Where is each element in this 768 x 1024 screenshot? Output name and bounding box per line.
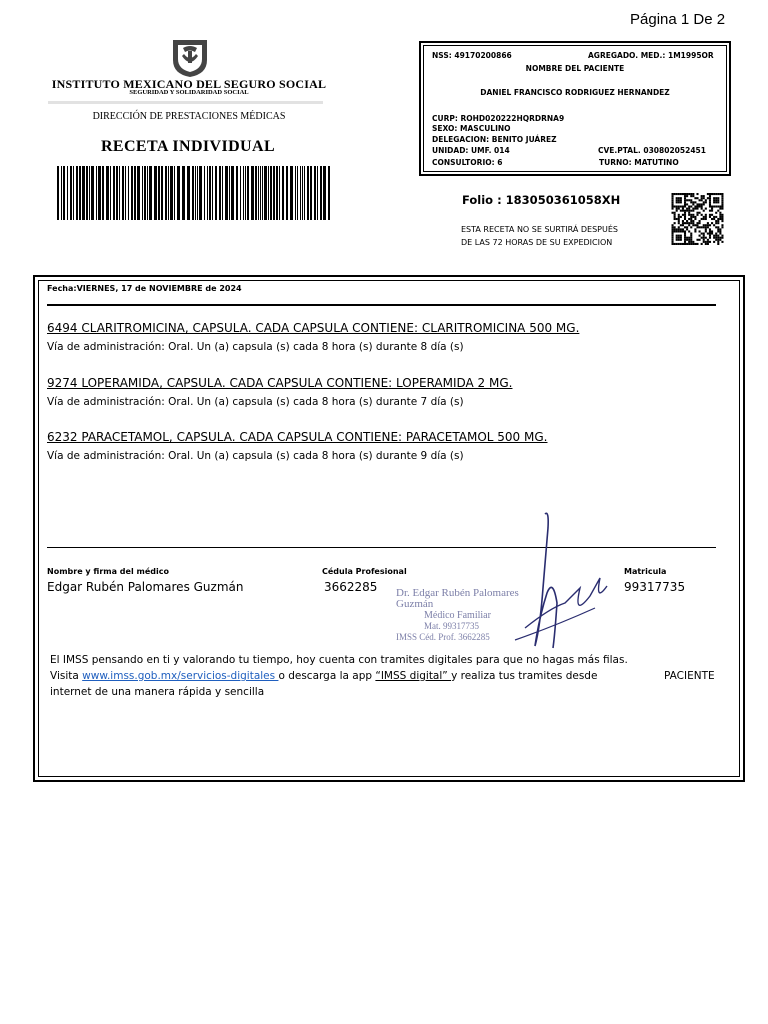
delegacion-field: DELEGACION: BENITO JUÁREZ [432,135,557,144]
folio: Folio : 183050361058XH [462,193,621,207]
info-tramites-text: y realiza tus tramites desde [451,670,598,682]
turno-field: TURNO: MATUTINO [599,158,679,167]
curp-field: CURP: ROHD020222HQRDRNA9 [432,114,565,123]
medication-directions: Vía de administración: Oral. Un (a) capsula (s) cada 8 hora (s) durante 7 día (s) [47,396,464,408]
doctor-signature [495,508,615,658]
info-download-text: o descarga la app [278,670,376,682]
doctor-name: Edgar Rubén Palomares Guzmán [47,580,244,594]
doctor-name-label: Nombre y firma del médico [47,567,169,576]
patient-name-label: NOMBRE DEL PACIENTE [525,64,625,73]
stamp-line4: IMSS Céd. Prof. 3662285 [396,632,490,642]
info-line2 [50,670,597,682]
cedula-value: 3662285 [324,580,378,594]
digital-services-link[interactable]: www.imss.gob.mx/servicios-digitales [82,670,279,682]
page-indicator: Página 1 De 2 [630,11,726,28]
header-divider [48,101,323,104]
consultorio-field: CONSULTORIO: 6 [432,158,503,167]
medication-name: 9274 LOPERAMIDA, CAPSULA. CADA CAPSULA CONTIENE: LOPERAMIDA 2 MG. [47,376,513,390]
imss-digital-app-name: “IMSS digital” [375,670,452,682]
institution-name: INSTITUTO MEXICANO DEL SEGURO SOCIAL [51,77,327,91]
expiry-notice [461,223,661,249]
agregado-field: AGREGADO. MED.: 1M1995OR [588,51,714,60]
copy-label: PACIENTE [664,670,715,682]
sexo-field: SEXO: MASCULINO [432,124,511,133]
stamp-line3: Mat. 99317735 [424,621,479,631]
institution-tagline: SEGURIDAD Y SOLIDARIDAD SOCIAL [129,89,249,96]
qr-code [671,193,724,245]
expiry-notice-line1: ESTA RECETA NO SE SURTIRÁ DESPUÉS [461,225,618,234]
unidad-field: UNIDAD: UMF. 014 [432,146,510,155]
date-divider [47,304,716,306]
barcode [57,166,333,220]
patient-info-box [419,41,731,176]
direction-label: DIRECCIÓN DE PRESTACIONES MÉDICAS [92,111,286,122]
cve-ptal-field: CVE.PTAL. 030802052451 [598,146,706,155]
info-line3: internet de una manera rápida y sencilla [50,686,265,698]
imss-logo [169,38,211,78]
matricula-value: 99317735 [624,580,686,594]
page-title: RECETA INDIVIDUAL [100,138,276,155]
signature-divider [47,547,716,548]
stamp-line2: Médico Familiar [424,610,491,621]
info-visit-text: Visita [50,670,83,682]
nss-field: NSS: 49170200866 [432,51,512,60]
medication-name: 6232 PARACETAMOL, CAPSULA. CADA CAPSULA CONTIENE: PARACETAMOL 500 MG. [47,430,548,444]
medication-name: 6494 CLARITROMICINA, CAPSULA. CADA CAPSULA CONTIENE: CLARITROMICINA 500 MG. [47,321,580,335]
info-line1: El IMSS pensando en ti y valorando tu tiempo, hoy cuenta con tramites digitales para que no hagas más filas. [50,654,628,666]
patient-name: DANIEL FRANCISCO RODRIGUEZ HERNANDEZ [480,88,670,97]
stamp-line1: Dr. Edgar Rubén Palomares Guzmán [396,587,519,610]
medication-directions: Vía de administración: Oral. Un (a) capsula (s) cada 8 hora (s) durante 8 día (s) [47,341,464,353]
prescription-date: Fecha:VIERNES, 17 de NOVIEMBRE de 2024 [47,284,242,293]
medication-directions: Vía de administración: Oral. Un (a) capsula (s) cada 8 hora (s) durante 9 día (s) [47,450,464,462]
cedula-label: Cédula Profesional [322,567,407,576]
matricula-label: Matricula [624,567,667,576]
expiry-notice-line2: DE LAS 72 HORAS DE SU EXPEDICION [461,238,613,247]
